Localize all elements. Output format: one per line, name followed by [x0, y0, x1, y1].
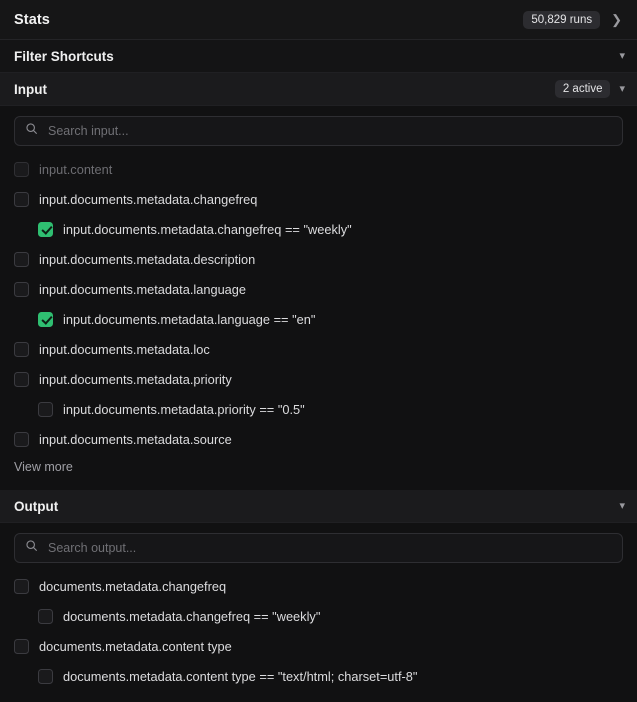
facet-checkbox[interactable]	[14, 432, 29, 447]
output-section-right	[619, 501, 625, 512]
facet-label: documents.metadata.content type	[39, 638, 232, 654]
facet-checkbox[interactable]	[14, 282, 29, 297]
chevron-down-icon[interactable]: ▾	[619, 49, 625, 62]
facet-row[interactable]	[0, 364, 637, 394]
filter-shortcuts-header[interactable]	[0, 40, 637, 73]
facet-row[interactable]	[0, 154, 637, 184]
facet-label: input.documents.metadata.source	[39, 431, 232, 447]
stats-header[interactable]	[0, 0, 637, 40]
input-active-badge: 2 active	[555, 80, 611, 98]
facet-checkbox[interactable]	[14, 192, 29, 207]
facet-row[interactable]	[0, 601, 637, 631]
facet-checkbox[interactable]	[14, 639, 29, 654]
facet-row[interactable]	[0, 334, 637, 364]
facet-checkbox[interactable]	[14, 252, 29, 267]
facet-row[interactable]	[0, 274, 637, 304]
facet-label: input.documents.metadata.changefreq == "weekly"	[63, 221, 352, 237]
facet-row[interactable]	[0, 184, 637, 214]
input-section-header[interactable]	[0, 73, 637, 106]
chevron-down-icon[interactable]: ▾	[619, 82, 625, 95]
facet-checkbox[interactable]	[14, 162, 29, 177]
output-search-box[interactable]	[14, 533, 623, 563]
search-icon	[25, 539, 38, 557]
stats-title: Stats	[14, 11, 50, 28]
input-search-wrapper	[0, 106, 637, 154]
facet-label: input.documents.metadata.priority	[39, 371, 232, 387]
input-section-right	[555, 80, 625, 98]
facet-label: documents.metadata.changefreq	[39, 578, 227, 594]
facet-checkbox[interactable]	[38, 312, 53, 327]
filter-shortcuts-right	[619, 51, 625, 62]
facet-checkbox[interactable]	[38, 222, 53, 237]
facet-checkbox[interactable]	[38, 669, 53, 684]
facet-label: input.documents.metadata.priority == "0.5"	[63, 401, 305, 417]
facet-row[interactable]	[0, 571, 637, 601]
facet-row[interactable]	[0, 244, 637, 274]
facet-checkbox[interactable]	[14, 579, 29, 594]
facet-checkbox[interactable]	[14, 342, 29, 357]
chevron-right-icon[interactable]: ❯	[611, 12, 622, 27]
output-section-title: Output	[14, 498, 59, 514]
facet-row[interactable]	[0, 661, 637, 691]
facet-label: documents.metadata.content type == "text/html; charset=utf-8"	[63, 668, 418, 684]
search-icon	[25, 122, 38, 140]
facet-row[interactable]	[0, 424, 637, 454]
runs-count-badge: 50,829 runs	[523, 11, 600, 29]
facet-checkbox[interactable]	[38, 402, 53, 417]
facet-label: input.documents.metadata.description	[39, 251, 256, 267]
output-search-input[interactable]	[46, 540, 612, 556]
input-search-input[interactable]	[46, 123, 612, 139]
facet-row[interactable]	[0, 394, 637, 424]
facet-label: input.documents.metadata.language	[39, 281, 247, 297]
facet-row[interactable]	[0, 214, 637, 244]
facet-checkbox[interactable]	[38, 609, 53, 624]
input-search-box[interactable]	[14, 116, 623, 146]
input-section-title: Input	[14, 81, 47, 97]
facet-label: documents.metadata.changefreq == "weekly"	[63, 608, 321, 624]
facet-row[interactable]	[0, 631, 637, 661]
facet-label: input.documents.metadata.language == "en"	[63, 311, 316, 327]
output-search-wrapper	[0, 523, 637, 571]
facet-checkbox[interactable]	[14, 372, 29, 387]
view-more-link[interactable]: View more	[14, 460, 73, 474]
stats-header-right	[523, 11, 625, 29]
output-section-header[interactable]	[0, 490, 637, 523]
chevron-down-icon[interactable]: ▾	[619, 499, 625, 512]
facet-label: input.documents.metadata.loc	[39, 341, 210, 357]
filter-shortcuts-title: Filter Shortcuts	[14, 48, 114, 64]
output-facet-list	[0, 571, 637, 695]
input-facet-list	[0, 154, 637, 490]
facet-row[interactable]	[0, 304, 637, 334]
facet-label: input.content	[39, 161, 113, 177]
facet-label: input.documents.metadata.changefreq	[39, 191, 258, 207]
